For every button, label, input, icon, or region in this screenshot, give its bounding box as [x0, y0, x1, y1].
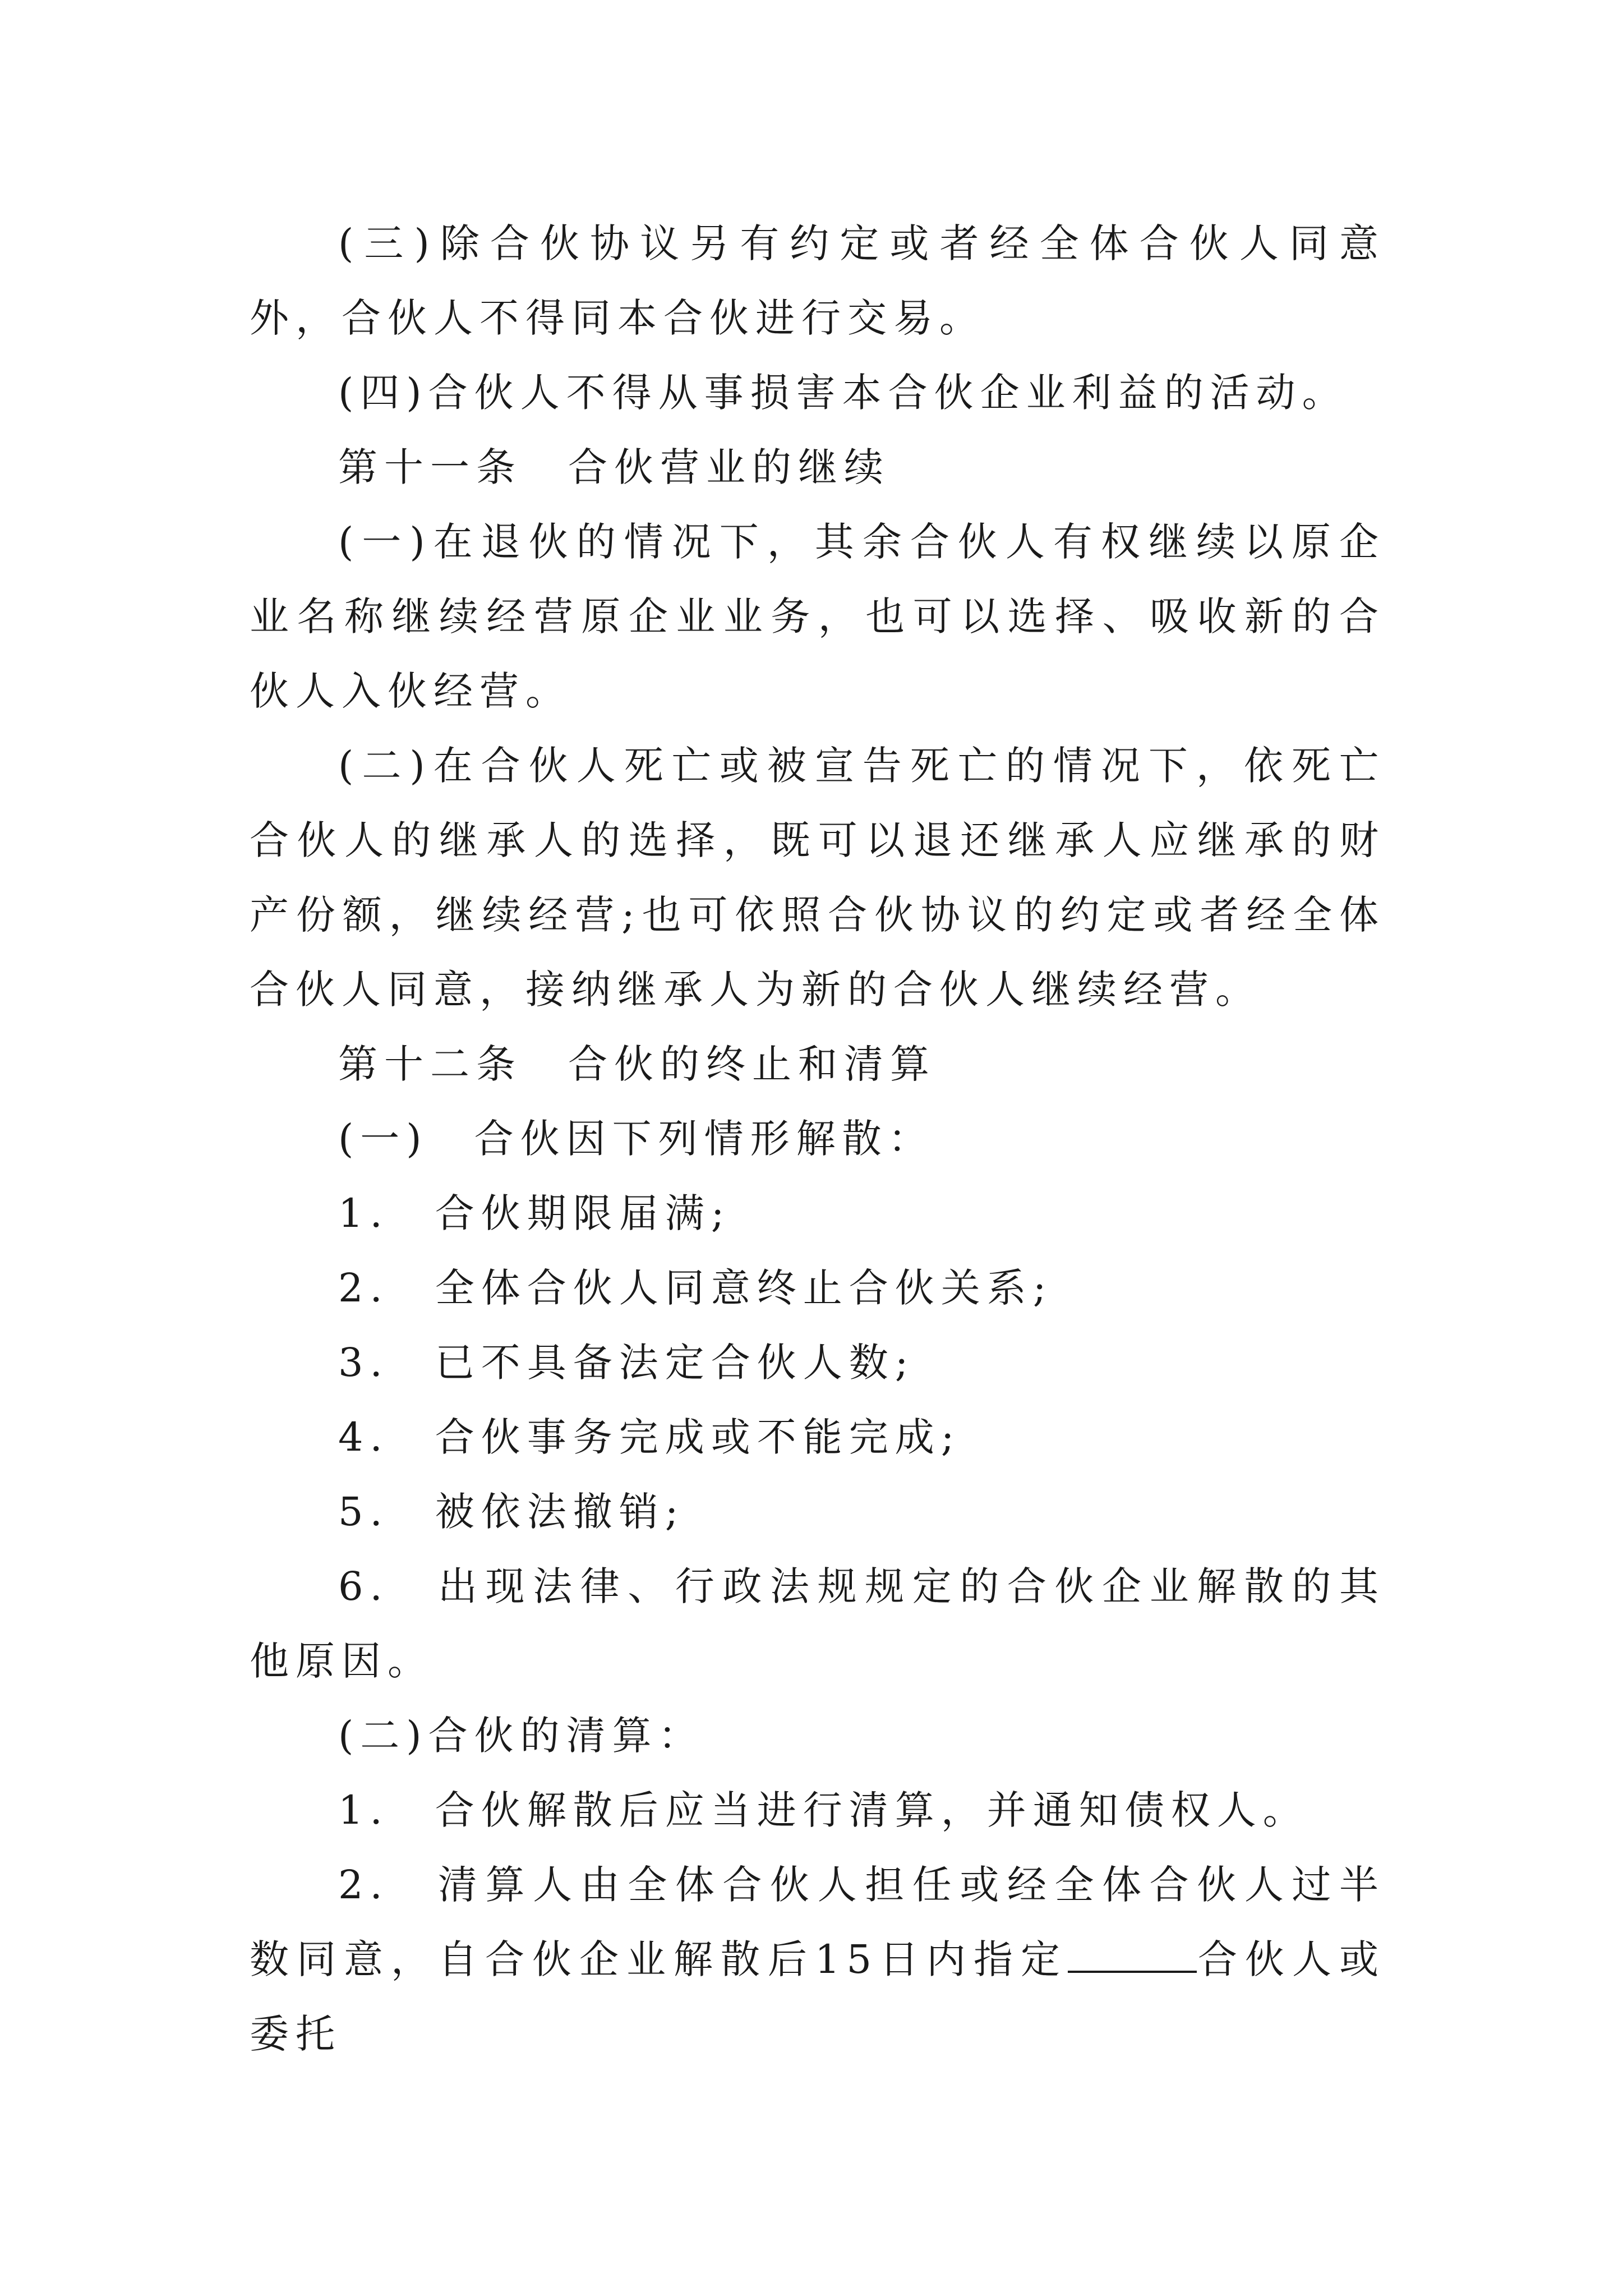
- list-item-2: 2. 全体合伙人同意终止合伙关系;: [338, 1265, 1053, 1311]
- paragraph-12-1-dissolution: (一) 合伙因下列情形解散：: [338, 1116, 934, 1162]
- fill-in-blank: [1068, 1937, 1197, 1973]
- list-item-5: 5. 被依法撤销;: [338, 1489, 685, 1535]
- paragraph-clause-4-no-harm: (四)合伙人不得从事损害本合伙企业利益的活动。: [338, 370, 1348, 416]
- list-item-6: 6. 出现法律、行政法规规定的合伙企业解散的其他原因。: [250, 1563, 1385, 1684]
- liquidation-item-2: [250, 1848, 1385, 2072]
- list-item-1: 1. 合伙期限届满;: [338, 1190, 731, 1236]
- paragraph-11-1-withdrawal: (一)在退伙的情况下，其余合伙人有权继续以原企业名称继续经营原企业业务，也可以选择、吸收新的合伙人入伙经营。: [250, 519, 1385, 714]
- liquidation-item-1: 1. 合伙解散后应当进行清算，并通知债权人。: [338, 1787, 1309, 1833]
- list-item-4: 4. 合伙事务完成或不能完成;: [338, 1414, 961, 1460]
- document-body: [250, 206, 1385, 2072]
- paragraph-11-2-death: (二)在合伙人死亡或被宣告死亡的情况下，依死亡合伙人的继承人的选择，既可以退还继承人应继承的财产份额，继续经营;也可依照合伙协议的约定或者经全体合伙人同意，接纳继承人为新的合伙人继续经营。: [250, 743, 1385, 1013]
- paragraph-12-2-liquidation: (二)合伙的清算：: [338, 1713, 704, 1759]
- article-12-heading: 第十二条 合伙的终止和清算: [338, 1041, 936, 1087]
- liquidation-item-2-text: 2. 清算人由全体合伙人担任或经全体合伙人过半数同意，自合伙企业解散后15日内指定: [250, 1862, 1385, 1982]
- article-11-heading: 第十一条 合伙营业的继续: [338, 444, 890, 490]
- paragraph-clause-3-no-self-dealing: (三)除合伙协议另有约定或者经全体合伙人同意外，合伙人不得同本合伙进行交易。: [250, 220, 1385, 341]
- liquidation-item-2-continuation: 合伙人或委托: [250, 1936, 1386, 2057]
- list-item-3: 3. 已不具备法定合伙人数;: [338, 1340, 915, 1386]
